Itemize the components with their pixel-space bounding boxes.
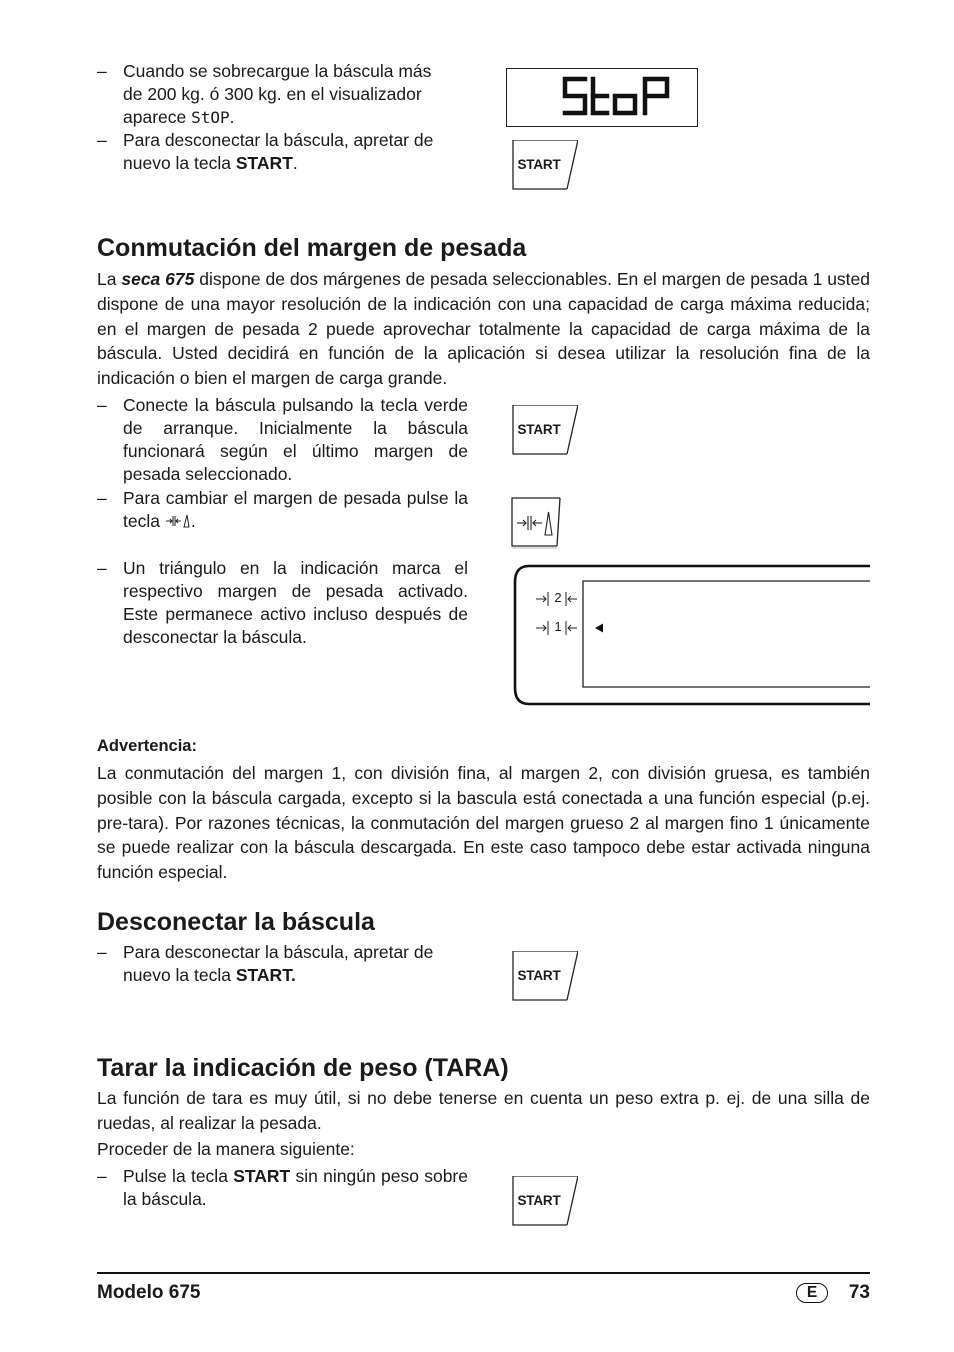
language-badge: E [796, 1283, 828, 1303]
stop-inline: StOP [191, 108, 230, 127]
range-2-label: 2 [554, 590, 562, 605]
footer-rule [97, 1272, 870, 1274]
warning-title: Advertencia: [97, 737, 197, 755]
range-1-label: 1 [554, 619, 562, 634]
display-housing [509, 562, 870, 708]
page-number: 73 [848, 1282, 870, 1303]
start-key-3[interactable]: START [512, 951, 578, 1001]
section-title-range: Conmutación del margen de pesada [97, 234, 527, 262]
warning-paragraph: La conmutación del margen 1, con división fina, al margen 2, con división gruesa, es también posible con la báscula cargada, excepto si la bascula está conectada a una función especial (p.ej. pre-tara). Por razones técnicas, la conmutación del margen grueso 2 al margen fino 1 únicamente se puede realizar con la báscula descargada. En este caso tampoco debe estar activada ninguna función especial. [97, 763, 870, 883]
section-title-tare: Tarar la indicación de peso (TARA) [97, 1054, 509, 1082]
active-range-triangle [595, 624, 603, 633]
tare-intro-paragraph: La función de tara es muy útil, si no debe tenerse en cuenta un peso extra p. ej. de una silla de ruedas, al realizar la pesada. [97, 1088, 870, 1133]
range-intro-paragraph: La seca 675 dispone de dos márgenes de pesada seleccionables. En el margen de pesada 1 usted dispone de una mayor resolución de la indicación con una capacidad de carga máxima reducida; en el margen de pesada 2 puede aprovechar totalmente la capacidad de carga máxima de la báscula. Usted decidirá en función de la aplicación si desea utilizar la resolución fina de la indicación o bien el margen de carga grande. [97, 269, 870, 389]
stop-display [506, 68, 698, 127]
range-display [509, 562, 870, 708]
stop-segment-glyphs [507, 69, 699, 128]
range-switch-icon [511, 497, 563, 550]
range-switch-key[interactable] [511, 497, 563, 550]
start-key-2[interactable]: START [512, 405, 578, 455]
start-key-1[interactable]: START [512, 140, 578, 190]
start-key-4[interactable]: START [512, 1176, 578, 1226]
section-title-disconnect: Desconectar la báscula [97, 908, 375, 936]
footer-model: Modelo 675 [97, 1282, 201, 1303]
tare-proceed-line: Proceder de la manera siguiente: [97, 1139, 355, 1159]
range-key-inline-icon [165, 513, 191, 529]
